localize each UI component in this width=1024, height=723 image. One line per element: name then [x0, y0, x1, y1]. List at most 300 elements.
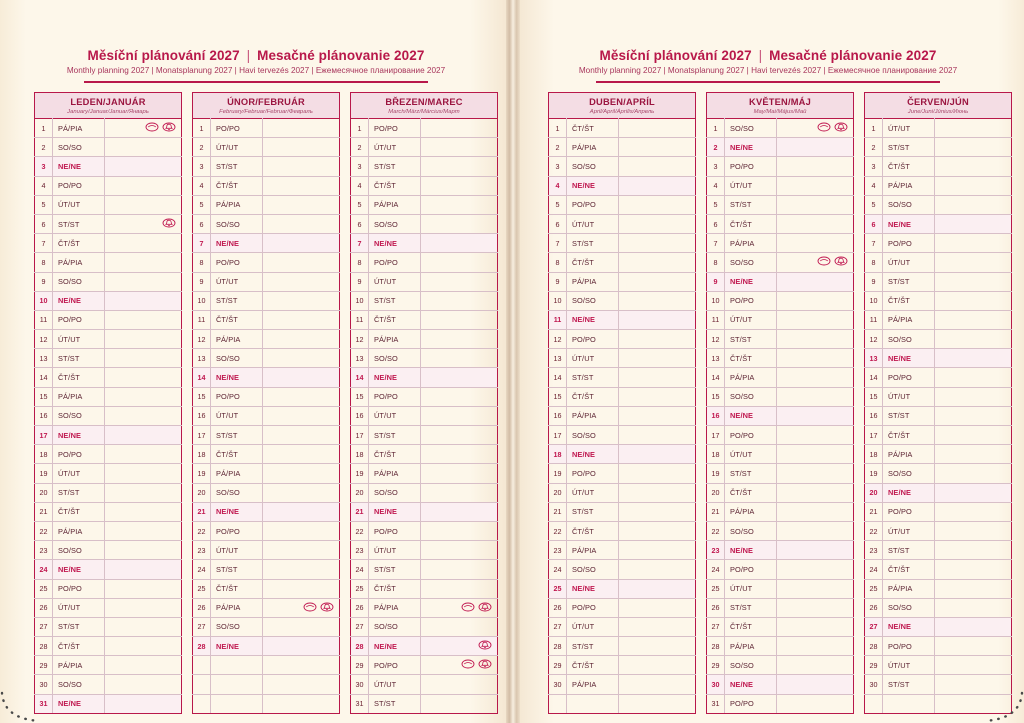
day-note-field[interactable]: [421, 310, 498, 329]
table-row: [351, 541, 498, 560]
table-row: [351, 310, 498, 329]
day-note-field[interactable]: [105, 541, 182, 560]
table-row: [549, 157, 696, 176]
day-note-field[interactable]: [263, 291, 340, 310]
day-note-field[interactable]: [105, 464, 182, 483]
day-note-field[interactable]: [421, 675, 498, 694]
day-note-field[interactable]: [935, 157, 1012, 176]
day-note-field[interactable]: [935, 291, 1012, 310]
day-note-field[interactable]: [105, 234, 182, 253]
day-number: 11: [707, 310, 725, 329]
day-note-field[interactable]: [619, 387, 696, 406]
day-note-field[interactable]: [619, 214, 696, 233]
day-note-field[interactable]: [263, 637, 340, 656]
left-title-alt: Mesačné plánovanie 2027: [257, 48, 425, 63]
day-note-field[interactable]: [421, 291, 498, 310]
day-number: 1: [193, 119, 211, 138]
day-note-field[interactable]: [263, 694, 340, 713]
table-row: [35, 617, 182, 636]
day-note-field[interactable]: [777, 291, 854, 310]
day-note-field[interactable]: [421, 483, 498, 502]
day-note-field[interactable]: [105, 483, 182, 502]
day-note-field[interactable]: [421, 119, 498, 138]
day-number: 13: [351, 349, 369, 368]
day-note-field[interactable]: [421, 349, 498, 368]
day-note-field[interactable]: [777, 214, 854, 233]
day-number: 24: [549, 560, 567, 579]
day-note-field[interactable]: [263, 157, 340, 176]
table-row: [193, 253, 340, 272]
day-note-field[interactable]: [777, 195, 854, 214]
day-note-field[interactable]: [619, 406, 696, 425]
left-title-separator: |: [246, 48, 251, 63]
day-number: 21: [865, 502, 883, 521]
day-note-field[interactable]: [619, 234, 696, 253]
day-note-field[interactable]: [777, 675, 854, 694]
day-note-field[interactable]: [421, 445, 498, 464]
day-note-field[interactable]: [263, 445, 340, 464]
day-note-field[interactable]: [263, 138, 340, 157]
day-note-field[interactable]: [935, 502, 1012, 521]
day-name: PÁ/PIA: [53, 253, 105, 272]
day-note-field[interactable]: [263, 541, 340, 560]
day-note-field[interactable]: [619, 598, 696, 617]
day-note-field[interactable]: [421, 617, 498, 636]
day-note-field[interactable]: [263, 387, 340, 406]
day-note-field[interactable]: [105, 675, 182, 694]
day-note-field[interactable]: [619, 426, 696, 445]
day-number: 18: [549, 445, 567, 464]
day-name: [211, 675, 263, 694]
day-note-field[interactable]: [619, 310, 696, 329]
day-name: NE/NE: [883, 349, 935, 368]
day-number: 9: [865, 272, 883, 291]
table-row: [193, 579, 340, 598]
day-note-field[interactable]: [105, 253, 182, 272]
day-note-field[interactable]: [263, 272, 340, 291]
day-note-field[interactable]: [777, 617, 854, 636]
day-note-field[interactable]: [105, 214, 182, 233]
day-number: 29: [865, 656, 883, 675]
day-note-field[interactable]: [935, 617, 1012, 636]
day-note-field[interactable]: [105, 157, 182, 176]
day-note-field[interactable]: [105, 502, 182, 521]
day-note-field[interactable]: [421, 541, 498, 560]
day-note-field[interactable]: [263, 195, 340, 214]
day-note-field[interactable]: [105, 579, 182, 598]
day-note-field[interactable]: [263, 214, 340, 233]
day-name: NE/NE: [53, 694, 105, 713]
day-note-field[interactable]: [777, 445, 854, 464]
day-note-field[interactable]: [263, 176, 340, 195]
day-note-field[interactable]: [935, 330, 1012, 349]
table-row: [193, 234, 340, 253]
day-note-field[interactable]: [105, 445, 182, 464]
day-name: PÁ/PIA: [211, 195, 263, 214]
day-number: 10: [35, 291, 53, 310]
day-note-field[interactable]: [619, 253, 696, 272]
day-number: 4: [193, 176, 211, 195]
day-note-field[interactable]: [619, 291, 696, 310]
day-note-field[interactable]: [935, 387, 1012, 406]
day-note-field[interactable]: [777, 483, 854, 502]
day-name: ČT/ŠT: [567, 656, 619, 675]
day-note-field[interactable]: [105, 310, 182, 329]
day-note-field[interactable]: [935, 195, 1012, 214]
day-note-field[interactable]: [619, 368, 696, 387]
day-note-field[interactable]: [777, 310, 854, 329]
day-name: PO/PO: [567, 330, 619, 349]
day-note-field[interactable]: [105, 560, 182, 579]
day-name: ÚT/UT: [53, 464, 105, 483]
day-note-field[interactable]: [263, 406, 340, 425]
day-note-field[interactable]: [935, 119, 1012, 138]
day-name: ÚT/UT: [567, 214, 619, 233]
table-row: [193, 464, 340, 483]
day-note-field[interactable]: [421, 426, 498, 445]
day-note-field[interactable]: [777, 176, 854, 195]
day-note-field[interactable]: [619, 330, 696, 349]
day-note-field[interactable]: [619, 483, 696, 502]
day-number: 11: [351, 310, 369, 329]
day-note-field[interactable]: [935, 521, 1012, 540]
day-note-field[interactable]: [105, 119, 182, 138]
day-note-field[interactable]: [777, 426, 854, 445]
day-note-field[interactable]: [935, 637, 1012, 656]
day-note-field[interactable]: [619, 502, 696, 521]
day-note-field[interactable]: [777, 579, 854, 598]
day-note-field[interactable]: [263, 656, 340, 675]
day-note-field[interactable]: [105, 272, 182, 291]
day-number: 28: [549, 637, 567, 656]
table-row: [35, 214, 182, 233]
day-note-field[interactable]: [935, 464, 1012, 483]
month-block: [864, 92, 1012, 714]
day-note-field[interactable]: [421, 176, 498, 195]
day-note-field[interactable]: [421, 195, 498, 214]
table-row: [707, 675, 854, 694]
day-number: 23: [35, 541, 53, 560]
table-row: [35, 253, 182, 272]
day-note-field[interactable]: [935, 426, 1012, 445]
day-note-field[interactable]: [619, 656, 696, 675]
day-note-field[interactable]: [263, 598, 340, 617]
day-note-field[interactable]: [105, 330, 182, 349]
day-note-field[interactable]: [421, 214, 498, 233]
day-number: 15: [707, 387, 725, 406]
day-number: 4: [549, 176, 567, 195]
day-note-field[interactable]: [263, 368, 340, 387]
day-number: 5: [707, 195, 725, 214]
egg-icon: [817, 256, 831, 266]
day-name: ST/ST: [567, 368, 619, 387]
day-name: PÁ/PIA: [567, 541, 619, 560]
day-note-field[interactable]: [777, 598, 854, 617]
day-number: 2: [35, 138, 53, 157]
day-note-field[interactable]: [935, 272, 1012, 291]
day-number: 2: [549, 138, 567, 157]
day-name: ÚT/UT: [883, 521, 935, 540]
day-name: ST/ST: [883, 675, 935, 694]
day-name: ČT/ŠT: [725, 349, 777, 368]
day-note-field[interactable]: [421, 157, 498, 176]
table-row: [193, 138, 340, 157]
day-note-field[interactable]: [777, 330, 854, 349]
day-note-field[interactable]: [935, 560, 1012, 579]
day-note-field[interactable]: [619, 579, 696, 598]
day-note-field[interactable]: [421, 637, 498, 656]
day-note-field[interactable]: [935, 253, 1012, 272]
day-note-field[interactable]: [935, 214, 1012, 233]
day-number: 8: [549, 253, 567, 272]
day-note-field[interactable]: [777, 157, 854, 176]
day-note-field[interactable]: [935, 176, 1012, 195]
day-note-field[interactable]: [935, 406, 1012, 425]
day-note-field[interactable]: [777, 234, 854, 253]
table-row: [549, 406, 696, 425]
day-name: NE/NE: [211, 368, 263, 387]
day-number: 5: [549, 195, 567, 214]
day-note-field[interactable]: [777, 637, 854, 656]
day-name: PO/PO: [53, 579, 105, 598]
day-number: 27: [707, 617, 725, 636]
day-note-field[interactable]: [935, 138, 1012, 157]
day-note-field[interactable]: [421, 521, 498, 540]
table-row: [865, 617, 1012, 636]
bottom-left-dotted-corner-icon: [0, 663, 80, 723]
day-note-field[interactable]: [619, 349, 696, 368]
day-note-field[interactable]: [263, 483, 340, 502]
day-note-field[interactable]: [777, 368, 854, 387]
day-note-field[interactable]: [263, 560, 340, 579]
day-name: ST/ST: [883, 272, 935, 291]
day-note-field[interactable]: [105, 138, 182, 157]
day-note-field[interactable]: [263, 426, 340, 445]
day-note-field[interactable]: [105, 176, 182, 195]
day-note-field[interactable]: [263, 330, 340, 349]
day-note-field[interactable]: [421, 368, 498, 387]
day-note-field[interactable]: [105, 387, 182, 406]
day-name: NE/NE: [369, 368, 421, 387]
day-note-field[interactable]: [105, 521, 182, 540]
day-note-field[interactable]: [263, 579, 340, 598]
day-note-field[interactable]: [263, 119, 340, 138]
table-row: [549, 368, 696, 387]
day-name: ÚT/UT: [369, 272, 421, 291]
day-note-field[interactable]: [619, 272, 696, 291]
day-note-field[interactable]: [263, 502, 340, 521]
day-note-field[interactable]: [777, 387, 854, 406]
day-note-field[interactable]: [263, 521, 340, 540]
table-row: [193, 445, 340, 464]
day-number: 4: [865, 176, 883, 195]
day-number: 17: [865, 426, 883, 445]
day-note-field[interactable]: [105, 195, 182, 214]
day-number: 30: [549, 675, 567, 694]
bell-icon: [478, 659, 492, 669]
table-row: [351, 253, 498, 272]
day-note-field[interactable]: [619, 464, 696, 483]
day-name: PO/PO: [883, 234, 935, 253]
day-number: 24: [35, 560, 53, 579]
day-note-field[interactable]: [619, 694, 696, 713]
day-note-field[interactable]: [421, 138, 498, 157]
day-note-field[interactable]: [619, 637, 696, 656]
day-note-field[interactable]: [421, 330, 498, 349]
day-note-field[interactable]: [619, 445, 696, 464]
day-note-field[interactable]: [619, 560, 696, 579]
day-note-field[interactable]: [105, 368, 182, 387]
day-name: ÚT/UT: [211, 272, 263, 291]
day-note-field[interactable]: [935, 598, 1012, 617]
day-note-field[interactable]: [105, 406, 182, 425]
day-name: ÚT/UT: [211, 138, 263, 157]
day-number: 7: [351, 234, 369, 253]
day-number: 3: [351, 157, 369, 176]
day-name: ST/ST: [369, 694, 421, 713]
day-number: 30: [865, 675, 883, 694]
day-name: ČT/ŠT: [883, 157, 935, 176]
day-note-field[interactable]: [263, 253, 340, 272]
day-note-field[interactable]: [777, 502, 854, 521]
table-row: [193, 426, 340, 445]
day-name: PO/PO: [567, 195, 619, 214]
day-note-field[interactable]: [263, 675, 340, 694]
table-row: [351, 617, 498, 636]
day-note-field[interactable]: [619, 617, 696, 636]
day-note-field[interactable]: [935, 368, 1012, 387]
day-note-field[interactable]: [777, 253, 854, 272]
day-name: ÚT/UT: [369, 406, 421, 425]
day-note-field[interactable]: [105, 656, 182, 675]
day-note-field[interactable]: [935, 349, 1012, 368]
day-number: 22: [351, 521, 369, 540]
day-note-field[interactable]: [105, 426, 182, 445]
table-row: [351, 445, 498, 464]
day-note-field[interactable]: [421, 234, 498, 253]
day-note-field[interactable]: [619, 195, 696, 214]
day-note-field[interactable]: [935, 541, 1012, 560]
day-note-field[interactable]: [619, 675, 696, 694]
day-number: 12: [865, 330, 883, 349]
day-note-field[interactable]: [935, 234, 1012, 253]
day-note-field[interactable]: [421, 502, 498, 521]
day-name: ST/ST: [53, 617, 105, 636]
day-number: 9: [707, 272, 725, 291]
day-note-field[interactable]: [421, 579, 498, 598]
day-note-field[interactable]: [421, 464, 498, 483]
day-number: 2: [351, 138, 369, 157]
day-note-field[interactable]: [263, 617, 340, 636]
day-number: 7: [707, 234, 725, 253]
day-note-field[interactable]: [263, 234, 340, 253]
day-note-field[interactable]: [421, 406, 498, 425]
day-number: 22: [193, 521, 211, 540]
day-note-field[interactable]: [263, 310, 340, 329]
day-note-field[interactable]: [777, 541, 854, 560]
day-note-field[interactable]: [263, 464, 340, 483]
day-note-field[interactable]: [935, 310, 1012, 329]
table-row: [351, 349, 498, 368]
day-note-field[interactable]: [619, 157, 696, 176]
day-name: ST/ST: [725, 330, 777, 349]
day-note-field[interactable]: [935, 445, 1012, 464]
table-row: [193, 694, 340, 713]
month-name: ČERVEN/JÚN: [907, 97, 969, 107]
day-number: 19: [707, 464, 725, 483]
day-note-field[interactable]: [777, 272, 854, 291]
table-row: [351, 521, 498, 540]
day-note-field[interactable]: [421, 253, 498, 272]
day-note-field[interactable]: [935, 579, 1012, 598]
day-note-field[interactable]: [105, 617, 182, 636]
day-number: 13: [35, 349, 53, 368]
day-number: 9: [549, 272, 567, 291]
day-note-field[interactable]: [105, 598, 182, 617]
day-note-field[interactable]: [777, 560, 854, 579]
day-note-field[interactable]: [777, 119, 854, 138]
day-number: 12: [707, 330, 725, 349]
day-note-field[interactable]: [421, 387, 498, 406]
day-note-field[interactable]: [777, 138, 854, 157]
day-note-field[interactable]: [421, 598, 498, 617]
day-name: ČT/ŠT: [883, 560, 935, 579]
left-title-main: Měsíční plánování 2027: [87, 48, 240, 63]
day-note-field[interactable]: [777, 349, 854, 368]
month-name: DUBEN/APRÍL: [589, 97, 655, 107]
day-name: NE/NE: [53, 291, 105, 310]
bell-icon: [320, 602, 334, 612]
day-note-field[interactable]: [619, 541, 696, 560]
day-note-field[interactable]: [105, 291, 182, 310]
table-row: [707, 656, 854, 675]
day-number: 21: [549, 502, 567, 521]
day-name: PO/PO: [53, 310, 105, 329]
day-note-field[interactable]: [421, 272, 498, 291]
day-note-field[interactable]: [619, 176, 696, 195]
day-name: NE/NE: [567, 579, 619, 598]
day-note-field[interactable]: [619, 119, 696, 138]
day-name: PO/PO: [725, 157, 777, 176]
day-note-field[interactable]: [777, 464, 854, 483]
day-note-field[interactable]: [619, 138, 696, 157]
day-note-field[interactable]: [421, 694, 498, 713]
day-note-field[interactable]: [777, 694, 854, 713]
day-note-field[interactable]: [777, 406, 854, 425]
day-note-field[interactable]: [105, 694, 182, 713]
day-note-field[interactable]: [619, 521, 696, 540]
table-row: [707, 234, 854, 253]
day-note-field[interactable]: [105, 637, 182, 656]
day-note-field[interactable]: [777, 521, 854, 540]
day-note-field[interactable]: [421, 656, 498, 675]
day-note-field[interactable]: [935, 483, 1012, 502]
table-row: [707, 387, 854, 406]
day-name: PÁ/PIA: [567, 272, 619, 291]
day-note-field[interactable]: [105, 349, 182, 368]
table-row: [351, 119, 498, 138]
day-name: PO/PO: [725, 426, 777, 445]
day-note-field[interactable]: [777, 656, 854, 675]
bell-icon: [162, 218, 176, 228]
day-note-field[interactable]: [421, 560, 498, 579]
day-note-field[interactable]: [263, 349, 340, 368]
day-number: 17: [35, 426, 53, 445]
day-name: ST/ST: [53, 349, 105, 368]
table-row: [707, 310, 854, 329]
table-row: [865, 291, 1012, 310]
day-number: 12: [35, 330, 53, 349]
